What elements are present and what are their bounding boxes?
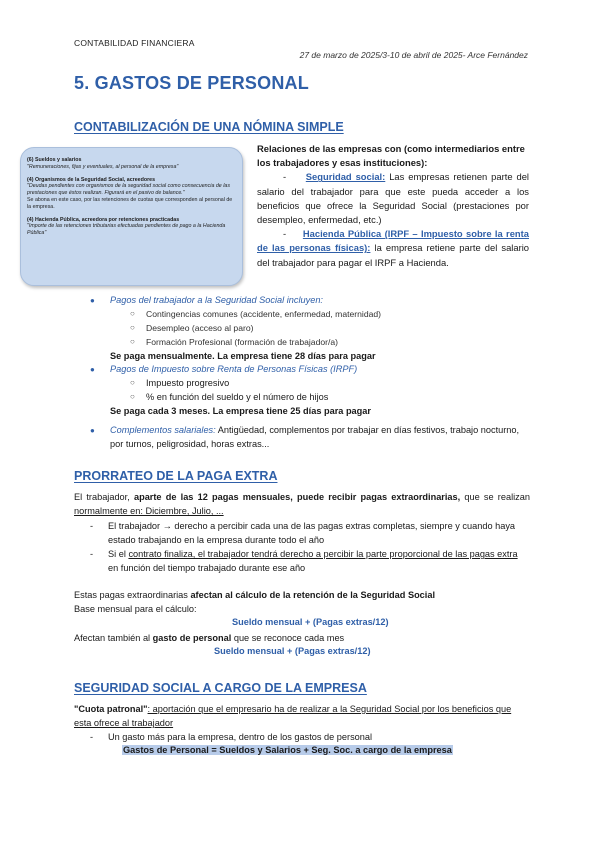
- text-run-bold: afectan al cálculo de la retención de la Seguridad Social: [190, 590, 436, 600]
- formula-gasto: Sueldo mensual + (Pagas extras/12): [214, 646, 371, 656]
- box-entry-title: (4) Organismos de la Seguridad Social, acreedores: [27, 176, 156, 183]
- formula-base: Sueldo mensual + (Pagas extras/12): [232, 617, 389, 627]
- text-run: El trabajador,: [74, 492, 134, 502]
- highlighted-formula: Gastos de Personal = Sueldos y Salarios + Seg. Soc. a cargo de la empresa: [123, 745, 452, 755]
- relations-paragraph: [257, 142, 529, 270]
- bullet-sub-item: Desempleo (acceso al paro): [146, 323, 254, 333]
- dash-marker: -: [90, 549, 94, 559]
- prorrateo-dash-item: [108, 547, 530, 575]
- cuota-patronal-paragraph: [74, 702, 514, 730]
- circle-bullet-icon: ○: [130, 309, 135, 318]
- text-run: Si el: [108, 549, 129, 559]
- bullet-note: Se paga cada 3 meses. La empresa tiene 25 días para pagar: [110, 406, 371, 416]
- bullet-note: Se paga mensualmente. La empresa tiene 28 días para pagar: [110, 351, 376, 361]
- circle-bullet-icon: ○: [130, 337, 135, 346]
- text-run: que se reconoce cada mes: [231, 633, 345, 643]
- section-heading-prorrateo: PRORRATEO DE LA PAGA EXTRA: [74, 469, 278, 483]
- text-run-underlined: normalmente en: Diciembre, Julio, ...: [74, 506, 224, 517]
- complementos-text: Antigüedad, complementos por trabajar en días festivos, trabajo nocturno, por turnos, peligrosidad, horas extras...: [110, 425, 520, 450]
- relation-item-text: la empresa retiene parte del salario del trabajador para pagar el IRPF a Hacienda.: [257, 242, 530, 268]
- box-entry-text: "Importe de las retenciones tributarias efectuadas pendientes de pago a la Hacienda Pública": [27, 223, 226, 237]
- relations-intro: Relaciones de las empresas con (como intermediarios entre los trabajadores y esas instituciones):: [257, 143, 525, 169]
- link-seguridad-social[interactable]: Seguridad social:: [305, 171, 386, 183]
- bullet-sub-item: % en función del sueldo y el número de hijos: [146, 392, 329, 402]
- circle-bullet-icon: ○: [130, 323, 135, 332]
- box-entry-text: "Deudas pendientes con organismos de la seguridad social como consecuencia de las prestaciones que éstos realizan. Figurará en el pasivo de balance.": [27, 183, 230, 197]
- ss-dash-item: Un gasto más para la empresa, dentro de los gastos de personal: [108, 732, 373, 742]
- text-run: que se realizan: [460, 492, 530, 502]
- text-run-bold: gasto de personal: [152, 633, 232, 643]
- dash-marker: -: [283, 171, 287, 183]
- box-entry-title: (4) Hacienda Pública, acreedora por retenciones practicadas: [27, 216, 180, 223]
- relation-item-hacienda: [257, 227, 529, 270]
- bullet-ss-title: Pagos del trabajador a la Seguridad Social incluyen:: [110, 295, 323, 305]
- section-heading-nomina: CONTABILIZACIÓN DE UNA NÓMINA SIMPLE: [74, 120, 344, 134]
- header-right: 27 de marzo de 2025/3-10 de abril de 2025- Arce Fernández: [299, 50, 528, 60]
- dash-marker: -: [90, 521, 94, 531]
- bullet-icon: ●: [90, 426, 95, 435]
- header-left: CONTABILIDAD FINANCIERA: [74, 38, 195, 48]
- section-heading-seguridad-social: SEGURIDAD SOCIAL A CARGO DE LA EMPRESA: [74, 681, 367, 695]
- text-run: Estas pagas extraordinarias: [74, 590, 191, 600]
- prorrateo-paragraph: [74, 490, 530, 518]
- bullet-complementos: [110, 423, 530, 451]
- box-entry-hacienda: [27, 217, 236, 237]
- circle-bullet-icon: ○: [130, 392, 135, 401]
- bullet-irpf-title: Pagos de Impuesto sobre Renta de Personas Físicas (IRPF): [110, 364, 358, 374]
- prorrateo-line: [74, 588, 435, 602]
- prorrateo-dash-item: El trabajador → derecho a percibir cada una de las pagas extras completas, siempre y cuando haya estado trabajando en la empresa durante todo el año: [108, 521, 516, 546]
- prorrateo-line: [74, 631, 344, 645]
- ss-formula: [122, 743, 453, 757]
- box-entry-sueldos: [27, 157, 236, 171]
- page-title: 5. GASTOS DE PERSONAL: [74, 73, 309, 93]
- bullet-sub-item: Contingencias comunes (accidente, enfermedad, maternidad): [146, 309, 382, 319]
- link-hacienda-publica[interactable]: Hacienda Pública (IRPF – Impuesto sobre la renta de las personas físicas):: [257, 228, 529, 254]
- bullet-icon: ●: [90, 365, 95, 374]
- bullet-sub-item: Formación Profesional (formación de trabajador/a): [146, 337, 339, 347]
- bullet-icon: ●: [90, 296, 95, 305]
- relation-item-text: Las empresas retienen parte del salario del trabajador para que este pueda acceder a los beneficios que ofrece la Seguridad Social (prestaciones por desempleo, enfermedad, etc.): [257, 171, 529, 226]
- text-run-bold: "Cuota patronal": [74, 704, 148, 714]
- dash-marker: -: [283, 228, 287, 240]
- dash-marker: -: [90, 732, 94, 742]
- text-run-underlined: : aportación que el empresario ha de realizar a la Seguridad Social por los beneficios que esta ofrece al trabajador: [74, 704, 512, 729]
- relation-item-ss: [257, 170, 529, 227]
- text-run: en función del tiempo trabajado durante ese año: [108, 563, 306, 574]
- complementos-label: Complementos salariales:: [110, 425, 216, 435]
- text-run-bold: aparte de las 12 pagas mensuales, puede recibir pagas extraordinarias,: [133, 492, 461, 502]
- box-entry-organismos: [27, 177, 236, 211]
- box-entry-title: (6) Sueldos y salarios: [27, 157, 82, 163]
- text-run: Afectan también al: [74, 633, 153, 643]
- bullet-sub-item: Impuesto progresivo: [146, 378, 230, 388]
- prorrateo-line: Base mensual para el cálculo:: [74, 604, 197, 614]
- text-run-underlined: contrato finaliza, el trabajador tendrá derecho a percibir la parte proporcional de las pagas extra: [128, 549, 518, 559]
- box-entry-text: "Remuneraciones, fijas y eventuales, al personal de la empresa": [27, 163, 179, 170]
- box-entry-text: Se abona en este caso, por las retenciones de cuotas que corresponden al personal de la empresa.: [27, 196, 233, 210]
- circle-bullet-icon: ○: [130, 378, 135, 387]
- accounts-note-box: [20, 147, 243, 286]
